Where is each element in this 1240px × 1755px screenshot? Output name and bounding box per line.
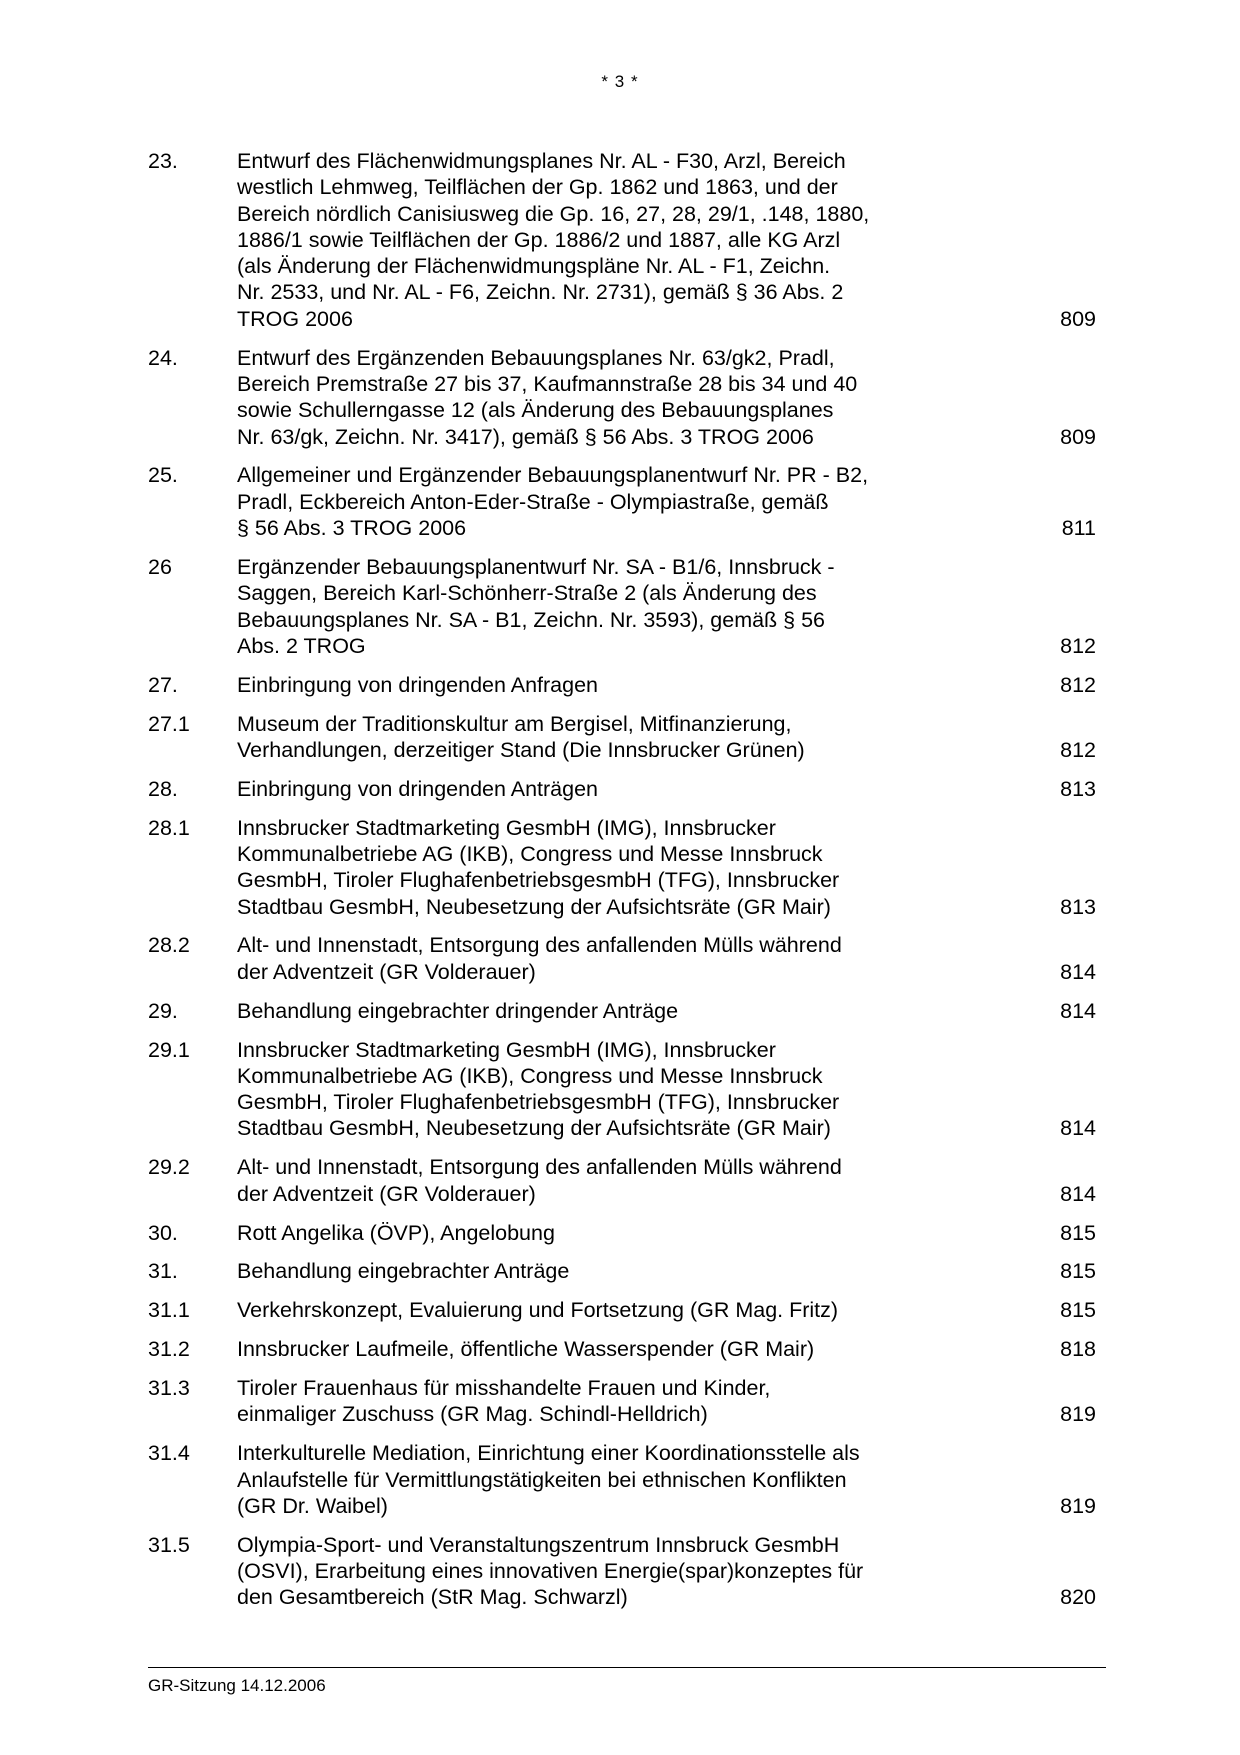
toc-entry-number: 31.	[148, 1259, 178, 1284]
toc-entry	[148, 1440, 1096, 1519]
toc-entry-title: Innsbrucker Laufmeile, öffentliche Wasserspender (GR Mair)	[237, 1337, 815, 1362]
toc-entry-number: 26	[148, 554, 172, 579]
toc-entry-title: Entwurf des Ergänzenden Bebauungsplanes Nr. 63/gk2, Pradl, Bereich Premstraße 27 bis 37, Kaufmannstraße 28 bis 34 und 40 sowie Schullerngasse 12 (als Änderung des Bebauungsplanes Nr. 63/gk, Zeichn. Nr. 3417), gemäß § 56 Abs. 3 TROG 2006	[237, 345, 858, 449]
toc-entry-page: 813	[1060, 776, 1096, 801]
toc-entry	[148, 711, 1096, 764]
toc-entry-page: 812	[1060, 672, 1096, 697]
toc-entry	[148, 776, 1096, 802]
toc-entry-number: 29.1	[148, 1037, 190, 1062]
toc-entry	[148, 1532, 1096, 1611]
table-of-contents	[148, 148, 1096, 1623]
toc-entry-title: Behandlung eingebrachter dringender Anträge	[237, 998, 679, 1023]
toc-entry-title: Rott Angelika (ÖVP), Angelobung	[237, 1220, 555, 1245]
toc-entry-title: Innsbrucker Stadtmarketing GesmbH (IMG), Innsbrucker Kommunalbetriebe AG (IKB), Congress und Messe Innsbruck GesmbH, Tiroler FlughafenbetriebsgesmbH (TFG), Innsbrucker Stadtbau GesmbH, Neubesetzung der Aufsichtsräte (GR Mair)	[237, 1037, 840, 1141]
toc-entry-page: 815	[1060, 1220, 1096, 1245]
toc-entry	[148, 672, 1096, 698]
toc-entry-number: 31.3	[148, 1376, 190, 1401]
toc-entry-page: 809	[1060, 306, 1096, 331]
toc-entry-title: Innsbrucker Stadtmarketing GesmbH (IMG), Innsbrucker Kommunalbetriebe AG (IKB), Congress und Messe Innsbruck GesmbH, Tiroler FlughafenbetriebsgesmbH (TFG), Innsbrucker Stadtbau GesmbH, Neubesetzung der Aufsichtsräte (GR Mair)	[237, 815, 840, 919]
toc-entry	[148, 1037, 1096, 1142]
toc-entry	[148, 554, 1096, 659]
toc-entry-title: Entwurf des Flächenwidmungsplanes Nr. AL - F30, Arzl, Bereich westlich Lehmweg, Teilflächen der Gp. 1862 und 1863, und der Bereich nördlich Canisiusweg die Gp. 16, 27, 28, 29/1, .148, 1880, 1886/1 sowie Teilflächen der Gp. 1886/2 und 1887, alle KG Arzl (als Änderung der Flächenwidmungspläne Nr. AL - F1, Zeichn. Nr. 2533, und Nr. AL - F6, Zeichn. Nr. 2731), gemäß § 36 Abs. 2 TROG 2006	[237, 149, 870, 331]
toc-entry-page: 814	[1060, 998, 1096, 1023]
toc-entry-page: 815	[1060, 1259, 1096, 1284]
toc-entry	[148, 998, 1096, 1024]
toc-entry-title: Verkehrskonzept, Evaluierung und Fortsetzung (GR Mag. Fritz)	[237, 1298, 839, 1323]
toc-entry-page: 815	[1060, 1298, 1096, 1323]
toc-entry	[148, 1258, 1096, 1284]
toc-entry	[148, 148, 1096, 332]
toc-entry-number: 23.	[148, 149, 178, 173]
toc-entry-number: 30.	[148, 1220, 178, 1245]
toc-entry-page: 809	[1060, 424, 1096, 449]
toc-entry	[148, 1336, 1096, 1362]
toc-entry	[148, 345, 1096, 450]
toc-entry-number: 25.	[148, 463, 178, 488]
toc-entry-page: 819	[1060, 1402, 1096, 1427]
toc-entry-page: 814	[1060, 1116, 1096, 1141]
toc-entry-page: 819	[1060, 1493, 1096, 1518]
toc-entry-title: Ergänzender Bebauungsplanentwurf Nr. SA - B1/6, Innsbruck - Saggen, Bereich Karl-Schönherr-Straße 2 (als Änderung des Bebauungsplanes Nr. SA - B1, Zeichn. Nr. 3593), gemäß § 56 Abs. 2 TROG	[237, 554, 835, 658]
toc-entry	[148, 1375, 1096, 1428]
toc-entry-title: Alt- und Innenstadt, Entsorgung des anfallenden Mülls während der Adventzeit (GR Volderauer)	[237, 1155, 842, 1206]
toc-entry-title: Allgemeiner und Ergänzender Bebauungsplanentwurf Nr. PR - B2, Pradl, Eckbereich Anton-Eder-Straße - Olympiastraße, gemäß § 56 Abs. 3 TROG 2006	[237, 463, 869, 541]
toc-entry-number: 31.2	[148, 1337, 190, 1362]
toc-entry	[148, 815, 1096, 920]
toc-entry-number: 28.1	[148, 815, 190, 840]
toc-entry-number: 27.	[148, 672, 178, 697]
toc-entry-number: 27.1	[148, 711, 190, 736]
toc-entry-title: Interkulturelle Mediation, Einrichtung einer Koordinationsstelle als Anlaufstelle für Vermittlungstätigkeiten bei ethnischen Konflikten (GR Dr. Waibel)	[237, 1441, 860, 1518]
toc-entry-page: 812	[1060, 633, 1096, 658]
toc-entry-page: 818	[1060, 1337, 1096, 1362]
toc-entry-page: 812	[1060, 737, 1096, 762]
toc-entry-title: Einbringung von dringenden Anträgen	[237, 776, 599, 801]
toc-entry	[148, 1154, 1096, 1207]
toc-entry-number: 24.	[148, 345, 178, 370]
toc-entry-title: Behandlung eingebrachter Anträge	[237, 1259, 570, 1284]
toc-entry	[148, 462, 1096, 541]
toc-entry	[148, 1297, 1096, 1323]
footer-session-date: GR-Sitzung 14.12.2006	[148, 1676, 326, 1695]
footer-divider	[148, 1667, 1106, 1668]
toc-entry-page: 814	[1060, 959, 1096, 984]
toc-entry-title: Olympia-Sport- und Veranstaltungszentrum Innsbruck GesmbH (OSVI), Erarbeitung eines innovativen Energie(spar)konzeptes für den Gesamtbereich (StR Mag. Schwarzl)	[237, 1532, 864, 1610]
toc-entry-page: 814	[1060, 1181, 1096, 1206]
toc-entry-title: Einbringung von dringenden Anfragen	[237, 672, 599, 697]
toc-entry-title: Museum der Traditionskultur am Bergisel, Mitfinanzierung, Verhandlungen, derzeitiger Stand (Die Innsbrucker Grünen)	[237, 711, 805, 762]
toc-entry-page: 820	[1060, 1585, 1096, 1610]
toc-entry-page: 811	[1061, 516, 1096, 541]
toc-entry	[148, 932, 1096, 985]
toc-entry-title: Tiroler Frauenhaus für misshandelte Frauen und Kinder, einmaliger Zuschuss (GR Mag. Schindl-Helldrich)	[237, 1376, 771, 1427]
toc-entry-number: 29.	[148, 998, 178, 1023]
toc-entry-number: 29.2	[148, 1155, 190, 1180]
toc-entry-number: 28.2	[148, 933, 190, 958]
toc-entry	[148, 1220, 1096, 1246]
toc-entry-number: 31.1	[148, 1298, 190, 1323]
toc-entry-number: 31.5	[148, 1532, 190, 1557]
toc-entry-number: 28.	[148, 776, 178, 801]
toc-entry-number: 31.4	[148, 1441, 190, 1466]
toc-entry-title: Alt- und Innenstadt, Entsorgung des anfallenden Mülls während der Adventzeit (GR Volderauer)	[237, 933, 842, 984]
toc-entry-page: 813	[1060, 894, 1096, 919]
page-number: * 3 *	[601, 72, 639, 91]
